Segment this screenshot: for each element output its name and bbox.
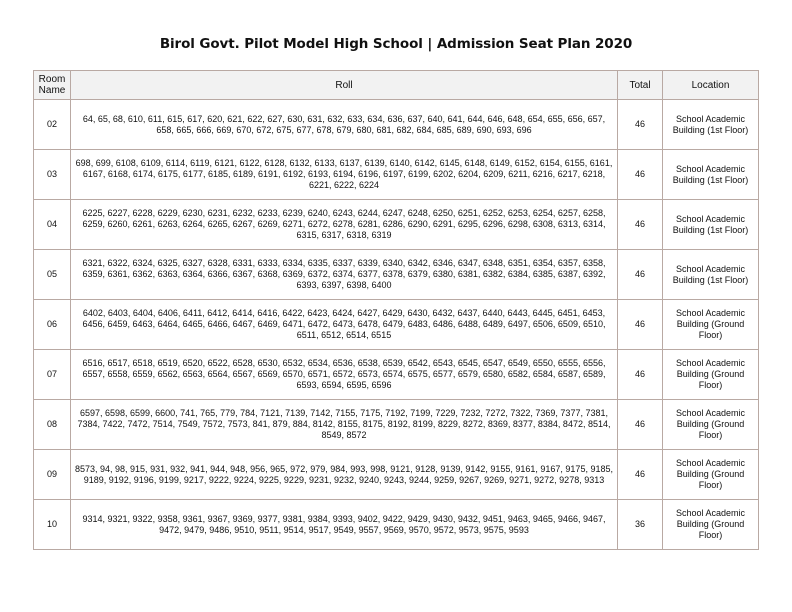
total-cell: 46	[618, 250, 663, 300]
location-header: Location	[663, 71, 759, 100]
roll-cell: 6321, 6322, 6324, 6325, 6327, 6328, 6331, 6333, 6334, 6335, 6337, 6339, 6340, 6342, 6346, 6347, 6348, 6351, 6354, 6357, 6358, 6359, 6361, 6362, 6363, 6364, 6366, 6367, 6368, 6369, 6372, 6374, 6377, 6378, 6379, 6380, 6381, 6382, 6384, 6385, 6387, 6392, 6393, 6397, 6398, 6400	[71, 250, 618, 300]
total-cell: 46	[618, 350, 663, 400]
table-row	[34, 300, 759, 350]
location-cell: School Academic Building (Ground Floor)	[663, 350, 759, 400]
total-cell: 46	[618, 150, 663, 200]
room-cell: 06	[34, 300, 71, 350]
table-row	[34, 350, 759, 400]
table-row	[34, 250, 759, 300]
roll-cell: 6225, 6227, 6228, 6229, 6230, 6231, 6232, 6233, 6239, 6240, 6243, 6244, 6247, 6248, 6250, 6251, 6252, 6253, 6254, 6257, 6258, 6259, 6260, 6261, 6263, 6264, 6265, 6267, 6269, 6271, 6272, 6278, 6281, 6286, 6290, 6291, 6295, 6296, 6298, 6308, 6313, 6314, 6315, 6317, 6318, 6319	[71, 200, 618, 250]
table-row	[34, 200, 759, 250]
total-header: Total	[618, 71, 663, 100]
location-cell: School Academic Building (1st Floor)	[663, 250, 759, 300]
roll-cell: 8573, 94, 98, 915, 931, 932, 941, 944, 948, 956, 965, 972, 979, 984, 993, 998, 9121, 9128, 9139, 9142, 9155, 9161, 9167, 9175, 9185, 9189, 9192, 9196, 9199, 9217, 9222, 9224, 9225, 9229, 9231, 9232, 9240, 9243, 9244, 9259, 9267, 9269, 9271, 9272, 9278, 9313	[71, 450, 618, 500]
location-cell: School Academic Building (1st Floor)	[663, 150, 759, 200]
table-row	[34, 150, 759, 200]
location-cell: School Academic Building (Ground Floor)	[663, 300, 759, 350]
roll-cell: 698, 699, 6108, 6109, 6114, 6119, 6121, 6122, 6128, 6132, 6133, 6137, 6139, 6140, 6142, 6145, 6148, 6149, 6152, 6154, 6155, 6161, 6167, 6168, 6174, 6175, 6177, 6185, 6189, 6191, 6192, 6193, 6194, 6196, 6197, 6199, 6202, 6204, 6209, 6211, 6216, 6217, 6218, 6221, 6222, 6224	[71, 150, 618, 200]
room-cell: 08	[34, 400, 71, 450]
roll-cell: 9314, 9321, 9322, 9358, 9361, 9367, 9369, 9377, 9381, 9384, 9393, 9402, 9422, 9429, 9430, 9432, 9451, 9463, 9465, 9466, 9467, 9472, 9479, 9486, 9510, 9511, 9514, 9517, 9549, 9557, 9569, 9570, 9572, 9573, 9575, 9593	[71, 500, 618, 550]
total-cell: 46	[618, 450, 663, 500]
table-row	[34, 500, 759, 550]
location-cell: School Academic Building (1st Floor)	[663, 200, 759, 250]
table-row	[34, 100, 759, 150]
roll-cell: 6402, 6403, 6404, 6406, 6411, 6412, 6414, 6416, 6422, 6423, 6424, 6427, 6429, 6430, 6432, 6437, 6440, 6443, 6445, 6451, 6453, 6456, 6459, 6463, 6464, 6465, 6466, 6467, 6469, 6471, 6472, 6473, 6478, 6479, 6483, 6486, 6488, 6489, 6497, 6506, 6509, 6510, 6511, 6512, 6514, 6515	[71, 300, 618, 350]
location-cell: School Academic Building (Ground Floor)	[663, 450, 759, 500]
page-title: Birol Govt. Pilot Model High School | Admission Seat Plan 2020	[159, 36, 633, 52]
roll-header: Roll	[71, 71, 618, 100]
room-cell: 02	[34, 100, 71, 150]
table-row	[34, 400, 759, 450]
room-cell: 07	[34, 350, 71, 400]
room-cell: 09	[34, 450, 71, 500]
location-cell: School Academic Building (Ground Floor)	[663, 400, 759, 450]
total-cell: 46	[618, 300, 663, 350]
total-cell: 46	[618, 400, 663, 450]
room-name-header: Room Name	[34, 71, 71, 100]
room-cell: 03	[34, 150, 71, 200]
total-cell: 36	[618, 500, 663, 550]
room-cell: 10	[34, 500, 71, 550]
table-row	[34, 450, 759, 500]
table-header-row	[34, 71, 759, 100]
room-cell: 04	[34, 200, 71, 250]
roll-cell: 6597, 6598, 6599, 6600, 741, 765, 779, 784, 7121, 7139, 7142, 7155, 7175, 7192, 7199, 7229, 7232, 7272, 7322, 7369, 7377, 7381, 7384, 7422, 7472, 7514, 7549, 7572, 7573, 841, 879, 884, 8142, 8155, 8175, 8192, 8199, 8229, 8272, 8369, 8377, 8384, 8472, 8514, 8549, 8572	[71, 400, 618, 450]
seat-plan-table	[33, 70, 759, 550]
total-cell: 46	[618, 200, 663, 250]
room-cell: 05	[34, 250, 71, 300]
roll-cell: 6516, 6517, 6518, 6519, 6520, 6522, 6528, 6530, 6532, 6534, 6536, 6538, 6539, 6542, 6543, 6545, 6547, 6549, 6550, 6555, 6556, 6557, 6558, 6559, 6562, 6563, 6564, 6567, 6569, 6570, 6571, 6572, 6573, 6574, 6575, 6577, 6579, 6580, 6582, 6584, 6587, 6589, 6593, 6594, 6595, 6596	[71, 350, 618, 400]
location-cell: School Academic Building (Ground Floor)	[663, 500, 759, 550]
total-cell: 46	[618, 100, 663, 150]
roll-cell: 64, 65, 68, 610, 611, 615, 617, 620, 621, 622, 627, 630, 631, 632, 633, 634, 636, 637, 640, 641, 644, 646, 648, 654, 655, 656, 657, 658, 665, 666, 669, 670, 672, 675, 677, 678, 679, 680, 681, 682, 684, 685, 689, 690, 693, 696	[71, 100, 618, 150]
location-cell: School Academic Building (1st Floor)	[663, 100, 759, 150]
